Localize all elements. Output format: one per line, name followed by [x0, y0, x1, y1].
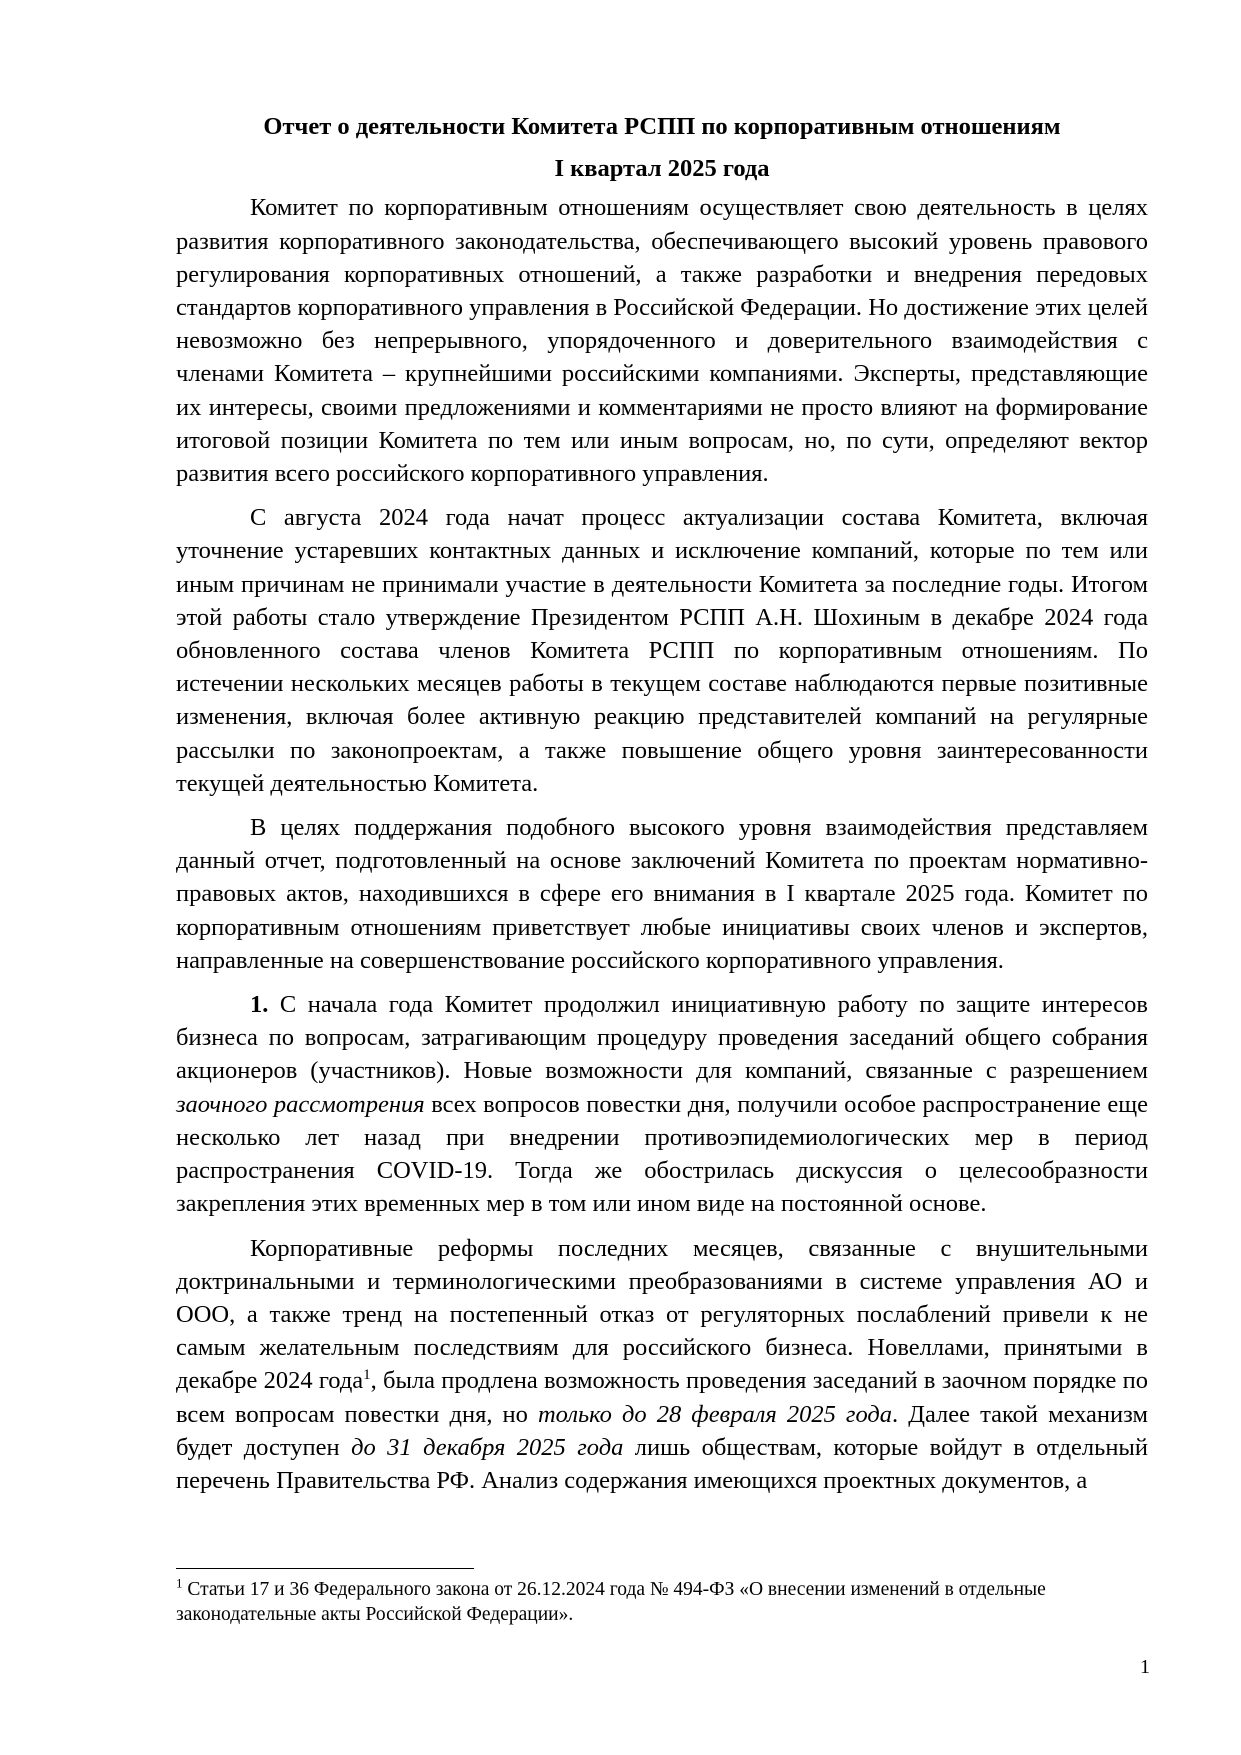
paragraph-5-italic-2: до 31 декабря 2025 года: [351, 1433, 624, 1461]
paragraph-1: Комитет по корпоративным отношениям осуществляет свою деятельность в целях развития корпоративного законодательства, обеспечивающего высокий уровень правового регулирования корпоративных отношений, а также разработки и внедрения передовых стандартов корпоративного управления в Российской Федерации. Но достижение этих целей невозможно без непрерывного, упорядоченного и доверительного взаимодействия с членами Комитета – крупнейшими российскими компаниями. Эксперты, представляющие их интересы, своими предложениями и комментариями не просто влияют на формирование итоговой позиции Комитета по тем или иным вопросам, но, по сути, определяют вектор развития всего российского корпоративного управления.: [176, 194, 1148, 488]
paragraph-5-text-d: лишь обществам, которые войдут в отдельный перечень Правительства РФ. Анализ содержания имеющихся проектных документов, а: [176, 1433, 1149, 1494]
paragraph-5-text-c: . Далее такой механизм будет доступен: [176, 1400, 1148, 1461]
document-title: Отчет о деятельности Комитета РСПП по корпоративным отношениям: [263, 113, 1061, 140]
paragraph-3: В целях поддержания подобного высокого уровня взаимодействия представляем данный отчет, подготовленный на основе заключений Комитета по проектам нормативно-правовых актов, находившихся в сфере его внимания в I квартале 2025 года. Комитет по корпоративным отношениям приветствует любые инициативы своих членов и экспертов, направленные на совершенствование российского корпоративного управления.: [176, 814, 1148, 974]
paragraph-5-text-a: Корпоративные реформы последних месяцев, связанные с внушительными доктринальными и терминологическими преобразованиями в системе управления АО и ООО, а также тренд на постепенный отказ от регуляторных послаблений привели к не самым желательным последствиям для российского бизнеса. Новеллами, принятыми в декабре 2024 года: [176, 1234, 1148, 1395]
paragraph-4-italic: заочного рассмотрения: [176, 1090, 425, 1118]
footnote-divider: [176, 1568, 474, 1569]
section-number: 1.: [250, 991, 269, 1019]
footnote: [176, 1577, 1148, 1627]
page-number: 1: [1140, 1656, 1150, 1678]
document-subtitle: I квартал 2025 года: [554, 155, 770, 183]
paragraph-4: [176, 988, 1148, 1220]
footnote-text: Статьи 17 и 36 Федерального закона от 26.12.2024 года № 494-ФЗ «О внесении изменений в отдельные законодательные акты Российской Федерации».: [176, 1579, 1046, 1625]
paragraph-5-text-b: , была продлена возможность проведения заседаний в заочном порядке по всем вопросам повестки дня, но: [176, 1367, 1148, 1428]
paragraph-4-text-a: С начала года Комитет продолжил инициативную работу по защите интересов бизнеса по вопросам, затрагивающим процедуру проведения заседаний общего собрания акционеров (участников). Новые возможности для компаний, связанные с разрешением: [176, 991, 1148, 1085]
paragraph-5-italic-1: только до 28 февраля 2025 года: [537, 1400, 893, 1428]
paragraph-5: [176, 1232, 1148, 1498]
page-body: [176, 110, 1148, 1497]
footnote-marker: 1: [176, 1575, 183, 1591]
title-block: [176, 110, 1148, 185]
paragraph-2: С августа 2024 года начат процесс актуализации состава Комитета, включая уточнение устаревших контактных данных и исключение компаний, которые по тем или иным причинам не принимали участие в деятельности Комитета за последние годы. Итогом этой работы стало утверждение Президентом РСПП А.Н. Шохиным в декабре 2024 года обновленного состава членов Комитета РСПП по корпоративным отношениям. По истечении нескольких месяцев работы в текущем составе наблюдаются первые позитивные изменения, включая более активную реакцию представителей компаний на регулярные рассылки по законопроектам, а также повышение общего уровня заинтересованности текущей деятельностью Комитета.: [176, 504, 1148, 797]
footnote-reference[interactable]: 1: [363, 1367, 371, 1384]
paragraph-4-text-b: всех вопросов повестки дня, получили особое распространение еще несколько лет назад при внедрении противоэпидемиологических мер в период распространения COVID-19. Тогда же обострилась дискуссия о целесообразности закрепления этих временных мер в том или ином виде на постоянной основе.: [176, 1090, 1148, 1218]
